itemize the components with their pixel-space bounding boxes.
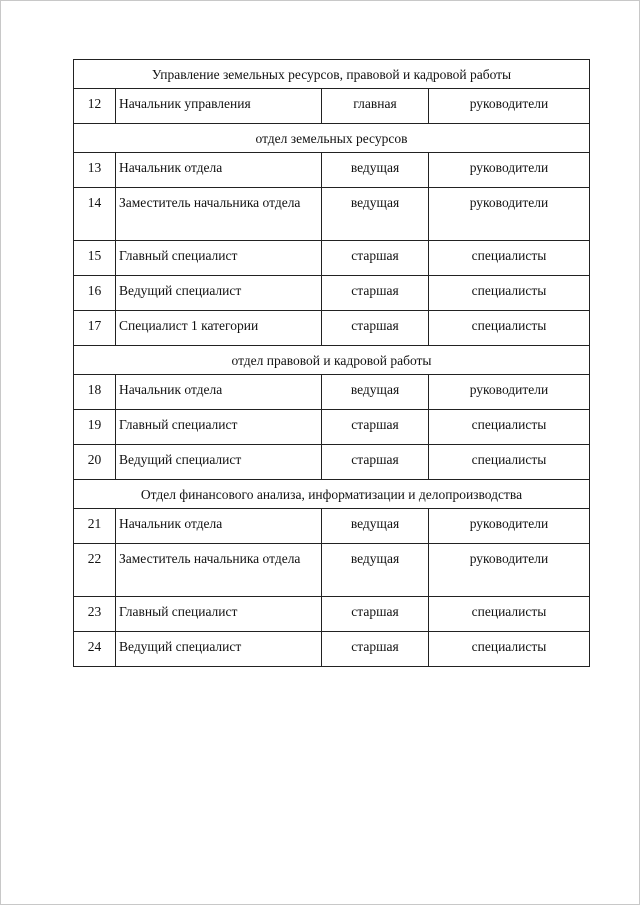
table-row [74, 632, 590, 667]
table-row [74, 375, 590, 410]
position-title: Ведущий специалист [116, 445, 322, 480]
position-category: руководители [429, 509, 590, 544]
position-group: ведущая [322, 544, 429, 597]
position-category: специалисты [429, 597, 590, 632]
row-number: 22 [74, 544, 116, 597]
position-title: Главный специалист [116, 597, 322, 632]
position-group: старшая [322, 445, 429, 480]
position-title: Ведущий специалист [116, 276, 322, 311]
position-title: Главный специалист [116, 241, 322, 276]
row-number: 24 [74, 632, 116, 667]
position-group: старшая [322, 241, 429, 276]
position-category: специалисты [429, 410, 590, 445]
position-title: Заместитель начальника отдела [116, 188, 322, 241]
staff-positions-table [73, 59, 590, 667]
position-group: ведущая [322, 153, 429, 188]
position-category: руководители [429, 375, 590, 410]
position-category: специалисты [429, 632, 590, 667]
position-group: старшая [322, 597, 429, 632]
position-title: Заместитель начальника отдела [116, 544, 322, 597]
row-number: 21 [74, 509, 116, 544]
table-row [74, 410, 590, 445]
section-header-row [74, 346, 590, 375]
row-number: 14 [74, 188, 116, 241]
position-group: старшая [322, 632, 429, 667]
position-title: Специалист 1 категории [116, 311, 322, 346]
table-row [74, 276, 590, 311]
position-title: Ведущий специалист [116, 632, 322, 667]
position-category: руководители [429, 544, 590, 597]
position-title: Начальник отдела [116, 509, 322, 544]
table-row [74, 89, 590, 124]
table-row [74, 509, 590, 544]
position-title: Начальник отдела [116, 375, 322, 410]
position-category: специалисты [429, 276, 590, 311]
row-number: 20 [74, 445, 116, 480]
position-group: старшая [322, 311, 429, 346]
position-category: специалисты [429, 241, 590, 276]
row-number: 18 [74, 375, 116, 410]
position-group: ведущая [322, 509, 429, 544]
section-header-row [74, 480, 590, 509]
row-number: 19 [74, 410, 116, 445]
table-row [74, 188, 590, 241]
row-number: 16 [74, 276, 116, 311]
row-number: 15 [74, 241, 116, 276]
section-header-row [74, 60, 590, 89]
position-group: ведущая [322, 375, 429, 410]
row-number: 13 [74, 153, 116, 188]
row-number: 12 [74, 89, 116, 124]
position-title: Начальник отдела [116, 153, 322, 188]
section-title: отдел земельных ресурсов [74, 124, 590, 153]
position-group: ведущая [322, 188, 429, 241]
position-group: главная [322, 89, 429, 124]
position-category: руководители [429, 89, 590, 124]
table-row [74, 311, 590, 346]
position-group: старшая [322, 410, 429, 445]
section-title: Управление земельных ресурсов, правовой и кадровой работы [74, 60, 590, 89]
position-category: руководители [429, 153, 590, 188]
table-row [74, 445, 590, 480]
table-row [74, 597, 590, 632]
position-category: специалисты [429, 445, 590, 480]
position-group: старшая [322, 276, 429, 311]
section-title: отдел правовой и кадровой работы [74, 346, 590, 375]
position-category: руководители [429, 188, 590, 241]
row-number: 23 [74, 597, 116, 632]
table-row [74, 153, 590, 188]
table-row [74, 544, 590, 597]
position-title: Начальник управления [116, 89, 322, 124]
row-number: 17 [74, 311, 116, 346]
position-category: специалисты [429, 311, 590, 346]
position-title: Главный специалист [116, 410, 322, 445]
section-title: Отдел финансового анализа, информатизации и делопроизводства [74, 480, 590, 509]
table-row [74, 241, 590, 276]
section-header-row [74, 124, 590, 153]
